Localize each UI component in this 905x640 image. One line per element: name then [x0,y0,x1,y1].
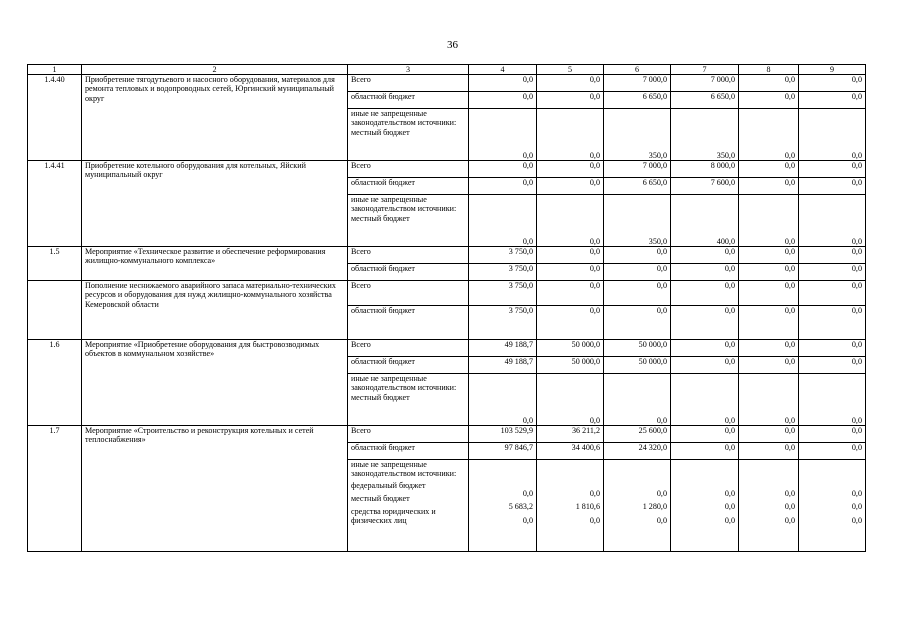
value-cell: 0,0 [799,178,866,195]
value-cell: 0,0 [469,109,537,161]
value-cell: 50 000,0 [537,340,604,357]
federal-budget-label: федеральный бюджет [351,480,426,490]
row-name: Приобретение тягодутьевого и насосного оборудования, материалов для ремонта тепловых и водопроводных сетей, Юргинский муниципальный округ [82,75,348,161]
federal-value: 0,0 [522,489,533,499]
value-cell: 0,0 [469,374,537,426]
value-cell: 3 750,0 [469,306,537,340]
source-label: областной бюджет [348,92,469,109]
row-name: Пополнение неснижаемого аварийного запаса материально-технических ресурсов и оборудования для нужд жилищно-коммунального хозяйства Кемеровской области [82,281,348,340]
source-label [348,460,469,552]
col-header: 2 [82,65,348,75]
value-cell: 3 750,0 [469,264,537,281]
federal-value: 0,0 [656,489,667,499]
legal-value: 0,0 [589,515,600,525]
local-value: 0,0 [724,502,735,512]
value-cell: 0,0 [604,306,671,340]
value-cell: 0,0 [799,109,866,161]
value-cell: 0,0 [739,247,799,264]
value-cell: 7 000,0 [671,75,739,92]
col-header: 1 [28,65,82,75]
value-cell: 0,0 [799,374,866,426]
source-label [348,109,469,161]
value-cell: 0,0 [671,443,739,460]
value-cell: 0,0 [537,75,604,92]
value-cell: 400,0 [671,195,739,247]
row-name: Мероприятие «Техническое развитие и обеспечение реформирования жилищно-коммунального комплекса» [82,247,348,281]
value-cell: 0,0 [537,161,604,178]
value-cell: 0,0 [799,426,866,443]
table-row [28,340,866,357]
source-label: Всего [348,247,469,264]
row-code: 1.4.40 [28,75,82,161]
source-label: областной бюджет [348,264,469,281]
value-cell: 0,0 [739,426,799,443]
value-cell: 6 650,0 [604,92,671,109]
value-cell: 0,0 [739,178,799,195]
value-cell: 49 188,7 [469,357,537,374]
federal-value: 0,0 [589,489,600,499]
source-label: Всего [348,75,469,92]
col-header: 3 [348,65,469,75]
value-cell: 49 188,7 [469,340,537,357]
value-cell: 34 400,6 [537,443,604,460]
value-cell: 0,0 [537,178,604,195]
value-cell: 0,0 [739,340,799,357]
value-cell: 50 000,0 [604,357,671,374]
local-budget-label: местный бюджет [351,127,410,137]
value-cell: 0,0 [671,374,739,426]
value-cell: 350,0 [604,195,671,247]
budget-table [27,64,866,552]
table-row [28,75,866,92]
source-label [348,374,469,426]
other-sources-label: иные не запрещенные законодательством источники: [351,460,457,479]
value-cell: 0,0 [671,264,739,281]
value-cell [604,460,671,552]
legal-value: 0,0 [724,515,735,525]
value-cell: 0,0 [739,195,799,247]
value-cell: 0,0 [604,281,671,306]
value-cell: 0,0 [604,264,671,281]
value-cell: 7 000,0 [604,161,671,178]
col-header: 6 [604,65,671,75]
row-code: 1.5 [28,247,82,281]
value-cell: 0,0 [469,161,537,178]
col-header: 7 [671,65,739,75]
legal-entities-label: средства юридических и физических лиц [351,507,436,526]
source-label: областной бюджет [348,443,469,460]
local-value: 1 280,0 [642,502,667,512]
value-cell: 0,0 [537,109,604,161]
value-cell: 0,0 [604,374,671,426]
other-sources-label: иные не запрещенные законодательством источники: [351,109,457,128]
row-name: Мероприятие «Приобретение оборудования для быстровозводимых объектов в коммунальном хозяйстве» [82,340,348,426]
value-cell: 0,0 [799,92,866,109]
source-label: областной бюджет [348,178,469,195]
value-cell: 0,0 [739,357,799,374]
value-cell: 36 211,2 [537,426,604,443]
value-cell: 0,0 [799,281,866,306]
row-name: Приобретение котельного оборудования для котельных, Яйский муниципальный округ [82,161,348,247]
source-label: областной бюджет [348,306,469,340]
value-cell: 103 529,9 [469,426,537,443]
value-cell: 6 650,0 [671,92,739,109]
value-cell: 0,0 [537,281,604,306]
value-cell: 0,0 [469,75,537,92]
value-cell: 0,0 [739,109,799,161]
value-cell: 350,0 [671,109,739,161]
source-label: Всего [348,426,469,443]
value-cell [537,460,604,552]
local-budget-label: местный бюджет [351,392,410,402]
value-cell [469,460,537,552]
col-header: 5 [537,65,604,75]
source-label: областной бюджет [348,357,469,374]
value-cell: 0,0 [799,161,866,178]
value-cell: 0,0 [537,195,604,247]
value-cell: 0,0 [739,443,799,460]
value-cell: 0,0 [604,247,671,264]
local-value: 1 810,6 [575,502,600,512]
local-budget-label: местный бюджет [351,213,410,223]
col-header: 8 [739,65,799,75]
value-cell: 0,0 [537,306,604,340]
value-cell: 350,0 [604,109,671,161]
value-cell: 0,0 [799,357,866,374]
local-value: 0,0 [784,502,795,512]
col-header: 4 [469,65,537,75]
table-row [28,247,866,264]
table-row [28,161,866,178]
row-name: Мероприятие «Строительство и реконструкция котельных и сетей теплоснабжения» [82,426,348,552]
source-label: Всего [348,281,469,306]
table-row [28,281,866,306]
value-cell: 3 750,0 [469,281,537,306]
federal-value: 0,0 [784,489,795,499]
table-row [28,426,866,443]
value-cell: 25 600,0 [604,426,671,443]
source-label [348,195,469,247]
value-cell: 8 000,0 [671,161,739,178]
local-value: 0,0 [851,502,862,512]
value-cell: 0,0 [469,178,537,195]
value-cell: 0,0 [469,92,537,109]
row-code: 1.4.41 [28,161,82,247]
value-cell: 0,0 [799,443,866,460]
legal-value: 0,0 [656,515,667,525]
value-cell: 0,0 [739,281,799,306]
value-cell: 0,0 [739,374,799,426]
local-value: 5 683,2 [508,502,533,512]
other-sources-label: иные не запрещенные законодательством источники: [351,374,457,393]
value-cell: 0,0 [537,92,604,109]
value-cell [671,460,739,552]
row-code [28,281,82,340]
page-number: 36 [447,39,458,51]
value-cell: 0,0 [739,306,799,340]
row-code: 1.6 [28,340,82,426]
source-label: Всего [348,340,469,357]
value-cell: 50 000,0 [537,357,604,374]
value-cell: 0,0 [671,340,739,357]
value-cell: 0,0 [671,306,739,340]
value-cell: 0,0 [469,195,537,247]
column-numbers-row [28,65,866,75]
local-budget-label: местный бюджет [351,493,410,503]
value-cell: 0,0 [799,247,866,264]
row-code: 1.7 [28,426,82,552]
value-cell: 0,0 [739,75,799,92]
value-cell: 0,0 [739,161,799,178]
value-cell: 7 600,0 [671,178,739,195]
legal-value: 0,0 [522,515,533,525]
value-cell: 0,0 [671,247,739,264]
other-sources-label: иные не запрещенные законодательством источники: [351,195,457,214]
federal-value: 0,0 [851,489,862,499]
legal-value: 0,0 [851,515,862,525]
value-cell: 3 750,0 [469,247,537,264]
value-cell: 0,0 [537,264,604,281]
federal-value: 0,0 [724,489,735,499]
value-cell: 6 650,0 [604,178,671,195]
value-cell: 0,0 [671,281,739,306]
value-cell: 0,0 [739,92,799,109]
value-cell: 0,0 [537,247,604,264]
value-cell: 50 000,0 [604,340,671,357]
legal-value: 0,0 [784,515,795,525]
value-cell: 0,0 [671,426,739,443]
value-cell: 0,0 [799,306,866,340]
value-cell: 0,0 [537,374,604,426]
value-cell: 7 000,0 [604,75,671,92]
value-cell: 0,0 [739,264,799,281]
value-cell: 0,0 [799,195,866,247]
value-cell [739,460,799,552]
col-header: 9 [799,65,866,75]
value-cell: 0,0 [671,357,739,374]
value-cell: 0,0 [799,264,866,281]
value-cell: 24 320,0 [604,443,671,460]
value-cell [799,460,866,552]
value-cell: 97 846,7 [469,443,537,460]
value-cell: 0,0 [799,75,866,92]
source-label: Всего [348,161,469,178]
value-cell: 0,0 [799,340,866,357]
